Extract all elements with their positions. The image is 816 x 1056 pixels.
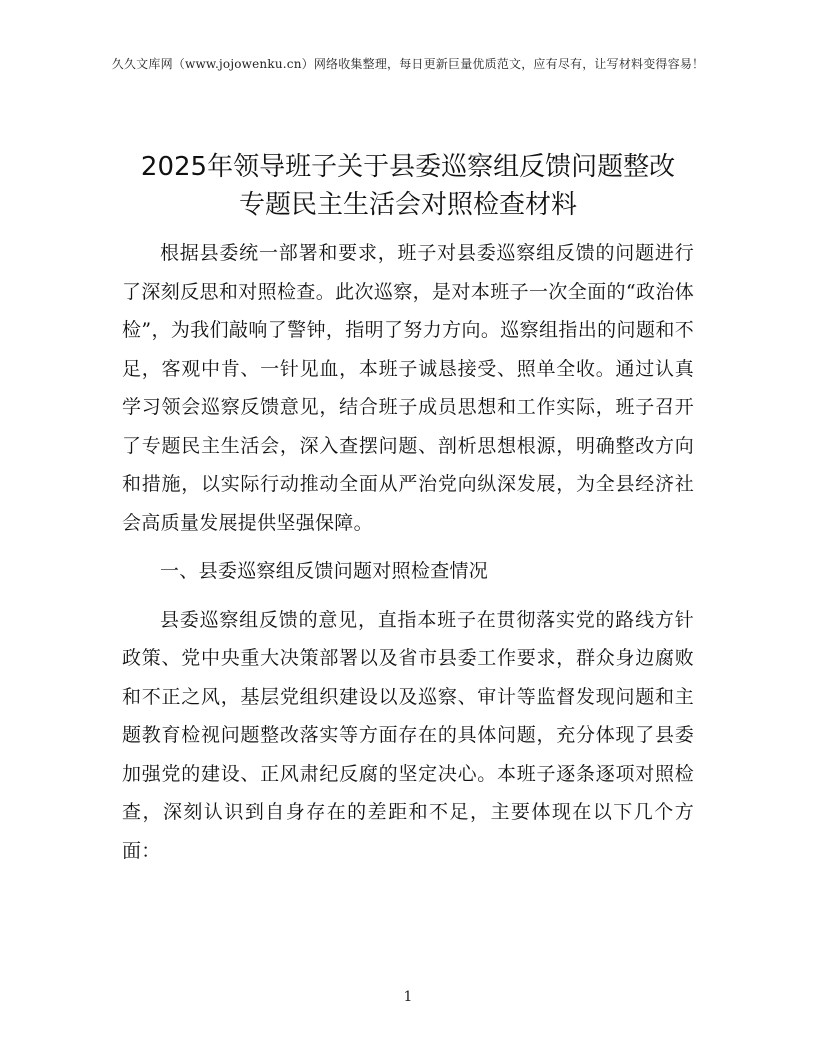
section-1-paragraph: 县委巡察组反馈的意见，直指本班子在贯彻落实党的路线方针政策、党中央重大决策部署以及省市县委工作要求，群众身边腐败和不正之风，基层党组织建设以及巡察、审计等监督发现问题和主题教育检视问题整改落实等方面存在的具体问题，充分体现了县委加强党的建设、正风肃纪反腐的坚定决心。本班子逐条逐项对照检查，深刻认识到自身存在的差距和不足，主要体现在以下几个方面： [122, 608, 694, 862]
title-line-1: 2025年领导班子关于县委巡察组反馈问题整改 [140, 152, 676, 182]
header-note: 久久文库网（www.jojowenku.cn）网络收集整理，每日更新巨量优质范文，应有尽有，让写材料变得容易！ [111, 57, 705, 71]
title-line-2: 专题民主生活会对照检查材料 [238, 190, 577, 220]
section-heading-1: 一、县委巡察组反馈问题对照检查情况 [160, 560, 489, 582]
intro-paragraph: 根据县委统一部署和要求，班子对县委巡察组反馈的问题进行了深刻反思和对照检查。此次巡察，是对本班子一次全面的“政治体检”，为我们敲响了警钟，指明了努力方向。巡察组指出的问题和不足，客观中肯、一针见血，本班子诚恳接受、照单全收。通过认真学习领会巡察反馈意见，结合班子成员思想和工作实际，班子召开了专题民主生活会，深入查摆问题、剖析思想根源，明确整改方向和措施，以实际行动推动全面从严治党向纵深发展，为全县经济社会高质量发展提供坚强保障。 [122, 242, 694, 534]
document-body [122, 234, 694, 870]
document-title [100, 148, 716, 224]
page-number: 1 [403, 989, 413, 1005]
